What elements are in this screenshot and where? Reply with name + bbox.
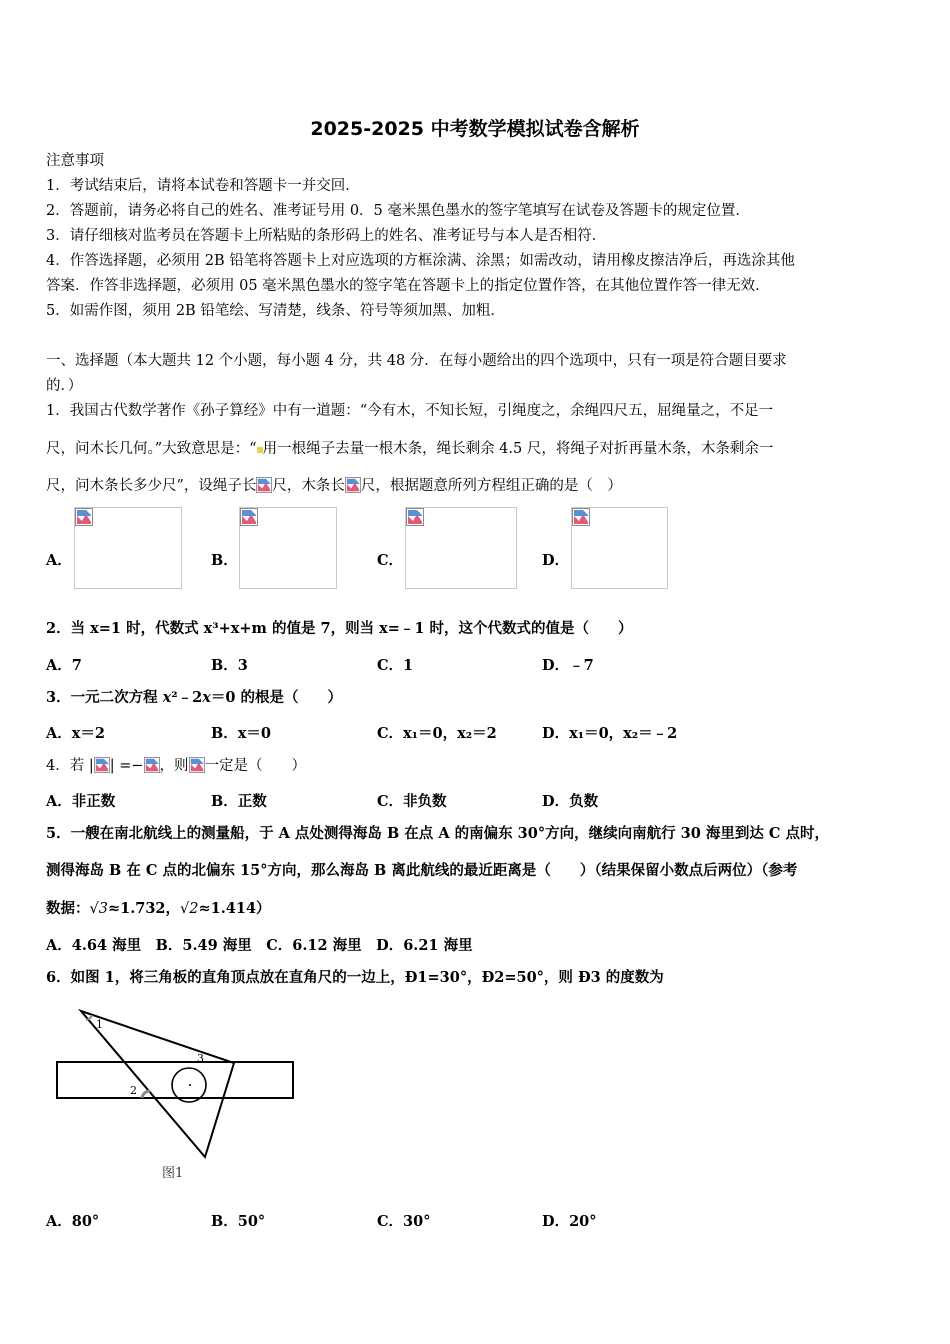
q3-stem-e: ＝0 的根是（ ） [210, 689, 343, 706]
q3-option-b[interactable]: B．x＝0 [211, 725, 271, 742]
q3-var: x [162, 689, 172, 706]
q6-option-c[interactable]: C．30° [377, 1213, 431, 1230]
q5-line2: 测得海岛 B 在 C 点的北偏东 15°方向，那么海岛 B 离此航线的最近距离是（ ）（结果保留小数点后两位）（参考 [46, 862, 798, 879]
q3-option-a[interactable]: A．x＝2 [46, 725, 105, 742]
broken-image-icon [572, 508, 590, 526]
q3-stem-c: ²﹣2 [171, 689, 203, 706]
sqrt2: √2 [180, 901, 199, 917]
q2-stem: 2．当 x=1 时，代数式 x³+x+m 的值是 7，则当 x=﹣1 时，这个代数式的值是（ ） [46, 620, 633, 637]
q1-line3 [46, 476, 622, 496]
q2-option-a[interactable]: A．7 [46, 657, 82, 674]
angle-label-2: 2 [130, 1084, 137, 1097]
notice-item: 答案．作答非选择题，必须用 05 毫米黑色墨水的签字笔在答题卡上的指定位置作答，在其他位置作答一律无效． [46, 278, 770, 294]
q4-option-d[interactable]: D．负数 [542, 793, 599, 810]
q1-line2a: 尺，问木长几何。”大致意思是：“ [46, 441, 257, 457]
q5-part: ≈1.414） [198, 900, 271, 917]
q1-option-a[interactable]: A． [46, 552, 72, 569]
broken-image-icon [345, 477, 361, 493]
q2-option-b[interactable]: B．3 [211, 657, 248, 674]
q5-options[interactable]: A．4.64 海里 B．5.49 海里 C．6.12 海里 D．6.21 海里 [46, 937, 473, 954]
q3-option-c[interactable]: C．x₁＝0，x₂＝2 [377, 725, 497, 742]
q2-option-c[interactable]: C．1 [377, 657, 414, 674]
section-heading-cont: 的．） [46, 378, 83, 394]
q1-option-c[interactable]: C． [377, 552, 404, 569]
broken-image-icon [256, 477, 272, 493]
q1-option-b[interactable]: B． [211, 552, 238, 569]
angle-2-arc [142, 1091, 150, 1098]
q5-part: ≈1.732， [107, 900, 181, 917]
section-heading: 一、选择题（本大题共 12 个小题，每小题 4 分，共 48 分．在每小题给出的四个选项中，只有一项是符合题目要求 [46, 353, 787, 369]
q3-var: x [202, 689, 211, 706]
q1-line3b: 尺，木条长 [272, 478, 345, 494]
q4-part: ，则 [159, 758, 189, 774]
page-title: 2025-2025 中考数学模拟试卷含解析 [310, 118, 640, 140]
notice-item: 2．答题前，请务必将自己的姓名、准考证号用 0．5 毫米黑色墨水的签字笔填写在试卷及答题卡的规定位置． [46, 203, 750, 219]
broken-image-icon [240, 508, 258, 526]
broken-image-icon [94, 757, 110, 773]
figure-caption: 图1 [162, 1166, 184, 1181]
q1-line3a: 尺，问木条长多少尺”，设绳子长 [46, 478, 257, 494]
q4-option-a[interactable]: A．非正数 [46, 793, 116, 810]
center-dot [189, 1084, 191, 1086]
broken-image-icon [406, 508, 424, 526]
angle-label-1: 1 [96, 1018, 103, 1031]
q6-figure [50, 1004, 300, 1184]
q2-option-d[interactable]: D．﹣7 [542, 657, 594, 674]
q1-line3c: 尺，根据题意所列方程组正确的是（ ） [360, 478, 622, 494]
q6-option-b[interactable]: B．50° [211, 1213, 266, 1230]
q6-stem: 6．如图 1，将三角板的直角顶点放在直角尺的一边上，Ð1=30°，Ð2=50°，则 Ð3 的度数为 [46, 969, 664, 986]
q3-stem [46, 688, 342, 708]
q1-line1: 1．我国古代数学著作《孙子算经》中有一道题：“今有木，不知长短，引绳度之，余绳四尺五，屈绳量之，不足一 [46, 403, 774, 419]
notice-item: 3．请仔细核对监考员在答题卡上所粘贴的条形码上的姓名、准考证号与本人是否相符． [46, 228, 607, 244]
notice-item: 5．如需作图，须用 2B 铅笔绘、写清楚，线条、符号等须加黑、加粗． [46, 303, 505, 319]
ruler-rectangle [57, 1062, 293, 1098]
q1-line2b: 用一根绳子去量一根木条，绳长剩余 4.5 尺，将绳子对折再量木条，木条剩余一 [262, 441, 774, 457]
q4-part: 一定是（ ） [204, 758, 307, 774]
notice-item: 1．考试结束后，请将本试卷和答题卡一并交回． [46, 178, 360, 194]
broken-image-icon [75, 508, 93, 526]
q4-option-c[interactable]: C．非负数 [377, 793, 447, 810]
notice-item: 4．作答选择题，必须用 2B 铅笔将答题卡上对应选项的方框涂满、涂黑；如需改动，请用橡皮擦洁净后，再选涂其他 [46, 253, 795, 269]
q1-line2 [46, 439, 773, 459]
q5-line1: 5．一艘在南北航线上的测量船，于 A 点处测得海岛 B 在点 A 的南偏东 30°方向，继续向南航行 30 海里到达 C 点时， [46, 825, 830, 842]
q6-option-a[interactable]: A．80° [46, 1213, 100, 1230]
q4-stem [46, 756, 306, 776]
angle-label-3: 3 [197, 1052, 204, 1065]
q4-option-b[interactable]: B．正数 [211, 793, 267, 810]
q5-line3 [46, 899, 271, 919]
q1-option-d[interactable]: D． [542, 552, 570, 569]
q6-option-d[interactable]: D．20° [542, 1213, 597, 1230]
q3-stem-a: 3．一元二次方程 [46, 689, 163, 706]
q4-part: 4．若 | [46, 758, 94, 774]
q5-part: 数据： [46, 900, 90, 917]
broken-image-icon [189, 757, 205, 773]
triangle-plate [81, 1011, 234, 1157]
sqrt3: √3 [89, 901, 108, 917]
q4-part: | =− [109, 758, 144, 774]
broken-image-icon [144, 757, 160, 773]
q3-option-d[interactable]: D．x₁＝0，x₂＝﹣2 [542, 725, 678, 742]
notice-heading: 注意事项 [46, 153, 104, 169]
